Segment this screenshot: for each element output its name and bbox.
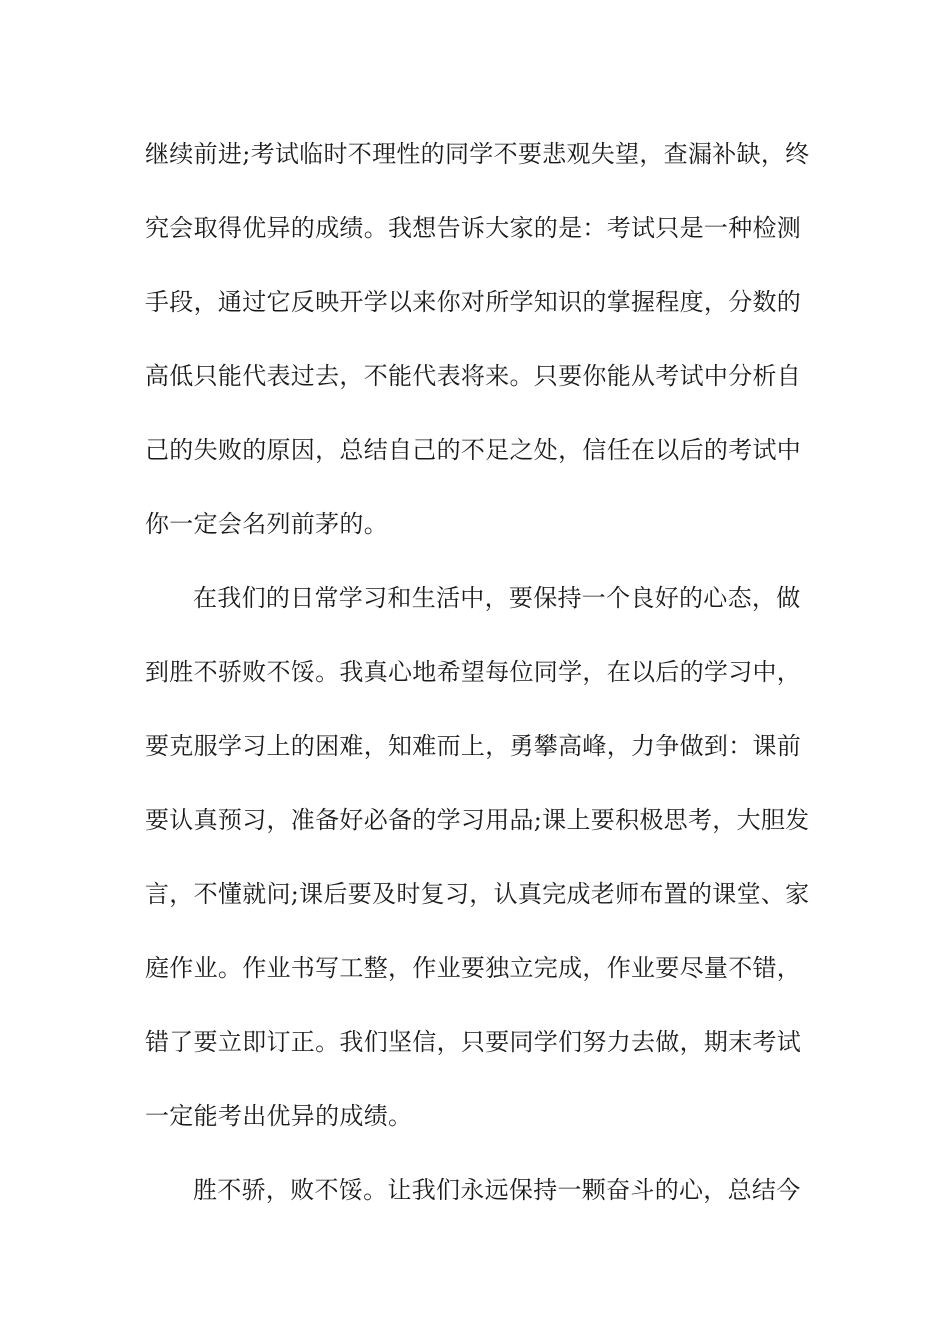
- text-line: 一定能考出优异的成绩。: [145, 1102, 413, 1130]
- text-line: 要认真预习，准备好必备的学习用品;课上要积极思考，大胆发: [145, 806, 810, 834]
- paragraph-3: [145, 1164, 810, 1238]
- text-line: 继续前进;考试临时不理性的同学不要悲观失望，查漏补缺，终: [145, 140, 810, 168]
- text-line: 胜不骄，败不馁。让我们永远保持一颗奋斗的心，总结今: [193, 1176, 801, 1204]
- document-body: [145, 128, 810, 1238]
- text-line: 手段，通过它反映开学以来你对所学知识的掌握程度，分数的: [145, 288, 802, 316]
- text-line: 到胜不骄败不馁。我真心地希望每位同学，在以后的学习中，: [145, 658, 802, 686]
- text-line: 言，不懂就问;课后要及时复习，认真完成老师布置的课堂、家: [145, 880, 810, 908]
- text-line: 高低只能代表过去，不能代表将来。只要你能从考试中分析自: [145, 362, 802, 390]
- text-line: 你一定会名列前茅的。: [145, 510, 388, 538]
- text-line: 错了要立即订正。我们坚信，只要同学们努力去做，期末考试: [145, 1028, 802, 1056]
- text-line: 究会取得优异的成绩。我想告诉大家的是：考试只是一种检测: [145, 214, 802, 242]
- text-line: 庭作业。作业书写工整，作业要独立完成，作业要尽量不错，: [145, 954, 802, 982]
- text-line: 要克服学习上的困难，知难而上，勇攀高峰，力争做到：课前: [145, 732, 802, 760]
- text-line: 在我们的日常学习和生活中，要保持一个良好的心态，做: [193, 584, 801, 612]
- paragraph-1: [145, 128, 810, 572]
- text-line: 己的失败的原因，总结自己的不足之处，信任在以后的考试中: [145, 436, 802, 464]
- paragraph-2: [145, 572, 810, 1164]
